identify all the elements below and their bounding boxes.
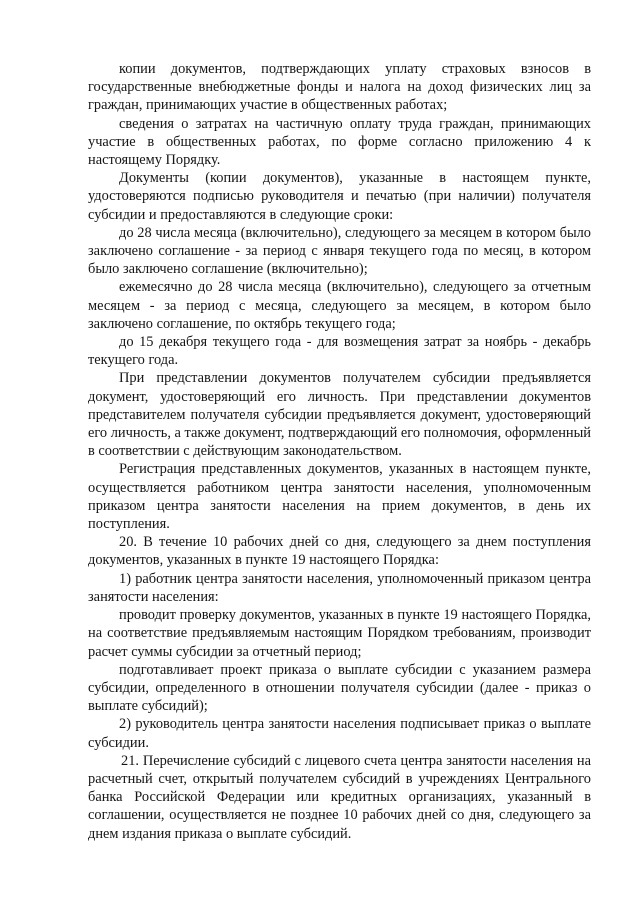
paragraph-item-21: 21. Перечисление субсидий с лицевого счета центра занятости населения на расчетный счет, открытый получателем субсидий в учреждениях Центрального банка Российской Федерации или кредитных организациях, указанный в соглашении, осуществляется не позднее 10 рабочих дней со дня, следующего за днем издания приказа о выплате субсидий.	[88, 752, 591, 842]
paragraph-cost-info: сведения о затратах на частичную оплату труда граждан, принимающих участие в общественных работах, по форме согласно приложению 4 к настоящему Порядку.	[88, 115, 591, 169]
document-body	[88, 60, 591, 843]
paragraph-deadline-monthly: ежемесячно до 28 числа месяца (включительно), следующего за отчетным месяцем - за период с месяца, следующего за месяцем, в котором было заключено соглашение, по октябрь текущего года;	[88, 279, 591, 332]
paragraph-documents-certification: Документы (копии документов), указанные в настоящем пункте, удостоверяются подписью руководителя и печатью (при наличии) получателя субсидии и предоставляются в следующие сроки:	[88, 170, 591, 223]
paragraph-item-20-1: 1) работник центра занятости населения, уполномоченный приказом центра занятости населения:	[88, 570, 591, 605]
paragraph-item-20-2: 2) руководитель центра занятости населения подписывает приказ о выплате субсидии.	[88, 716, 591, 751]
paragraph-registration: Регистрация представленных документов, указанных в настоящем пункте, осуществляется работником центра занятости населения, уполномоченным приказом центра занятости населения на прием документов, в день их поступления.	[88, 461, 591, 533]
paragraph-item-20: 20. В течение 10 рабочих дней со дня, следующего за днем поступления документов, указанных в пункте 19 настоящего Порядка:	[88, 534, 591, 569]
paragraph-payment-copies: копии документов, подтверждающих уплату страховых взносов в государственные внебюджетные фонды и налога на доход физических лиц за граждан, принимающих участие в общественных работах;	[88, 61, 591, 114]
paragraph-deadline-first: до 28 числа месяца (включительно), следующего за месяцем в котором было заключено соглашение - за период с января текущего года по месяц, в котором было заключено соглашение (включительно);	[88, 224, 591, 278]
paragraph-order-draft: подготавливает проект приказа о выплате субсидии с указанием размера субсидии, определенного в отношении получателя субсидии (далее - приказ о выплате субсидий);	[88, 661, 591, 715]
paragraph-identity-document: При представлении документов получателем субсидии предъявляется документ, удостоверяющий его личность. При представлении документов представителем получателя субсидии предъявляется документ, удостоверяющий его личность, а также документ, подтверждающий его полномочия, оформленный в соответствии с действующим законодательством.	[88, 370, 591, 460]
paragraph-deadline-december: до 15 декабря текущего года - для возмещения затрат за ноябрь - декабрь текущего года.	[88, 334, 591, 369]
paragraph-verification: проводит проверку документов, указанных в пункте 19 настоящего Порядка, на соответствие предъявляемым настоящим Порядком требованиям, производит расчет суммы субсидии за отчетный период;	[88, 607, 591, 660]
